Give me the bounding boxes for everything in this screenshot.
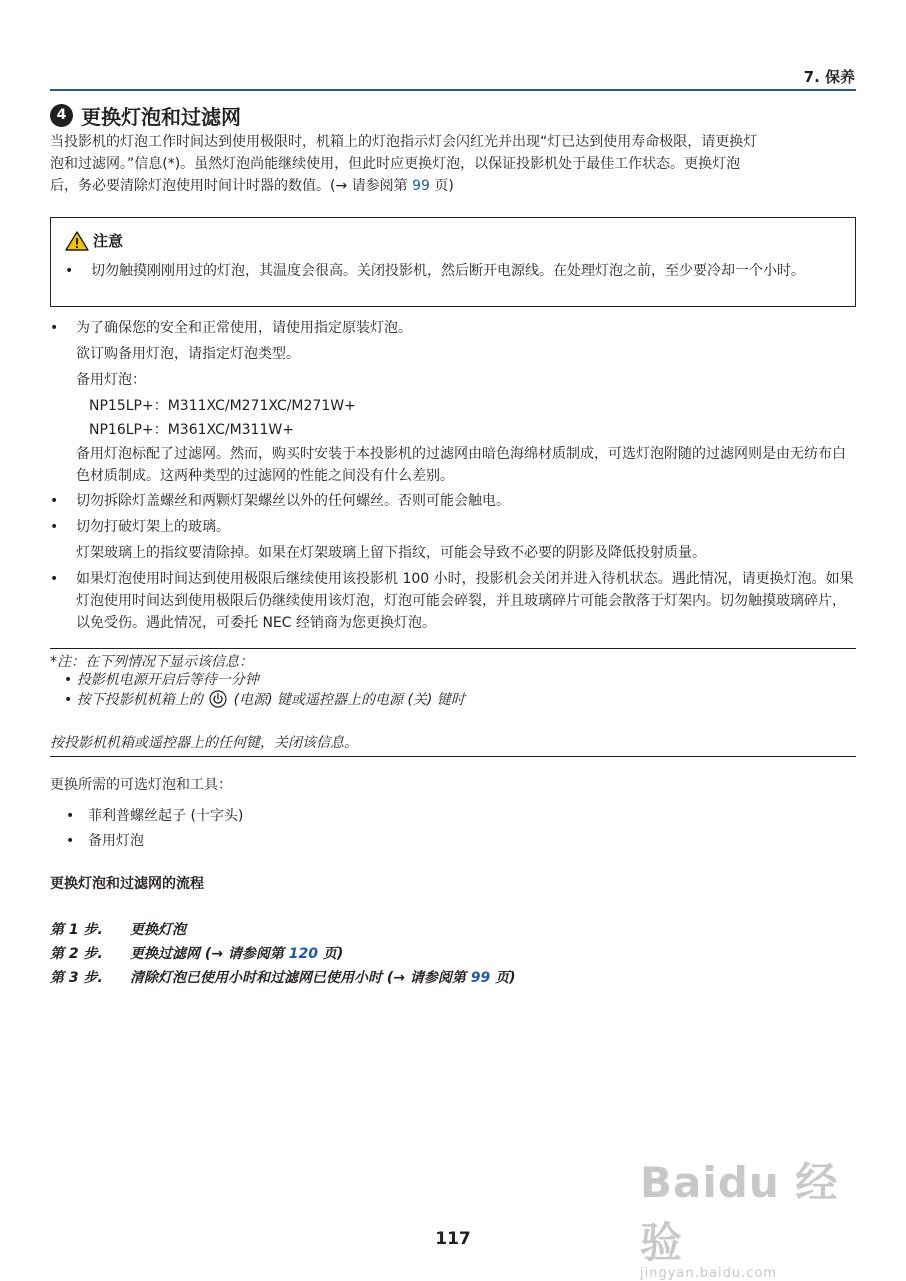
bullet-3: •: [50, 519, 59, 535]
intro-line-3-suffix: 页): [429, 178, 454, 194]
order-lamp-text: 欲订购备用灯泡，请指定灯泡类型。: [76, 346, 300, 362]
step-2-label: 第 2 步.: [50, 946, 103, 962]
list-item-screws: [50, 490, 858, 512]
lamp-model-2: NP16LP+：M361XC/M311W+: [89, 422, 294, 438]
list-item-genuine-lamp: [50, 317, 858, 339]
step-3-label: 第 3 步.: [50, 970, 103, 986]
page-link-99[interactable]: 99: [412, 178, 430, 194]
caution-heading: [65, 230, 123, 251]
page-link-120[interactable]: 120: [288, 946, 318, 962]
tool-item-screwdriver: [66, 805, 856, 827]
step-3: [50, 967, 516, 987]
tool-item-2-text: 备用灯泡: [88, 833, 144, 849]
watermark-logo: Baidu 经验: [640, 1158, 839, 1267]
caution-item: [65, 260, 845, 282]
bullet-4-text: 如果灯泡使用时间达到使用极限后继续使用该投影机 100 小时，投影机会关闭并进入待机状态。遇此情况，请更换灯泡。如果灯泡使用时间达到使用极限后仍继续使用该灯泡，灯泡可能会碎裂，并且玻璃碎片可能会散落于灯架内。切勿触摸玻璃碎片，以免受伤。遇此情况，可委托 NEC 经销商为您更换灯泡。: [76, 571, 854, 631]
warning-icon: [65, 231, 89, 251]
section-title-text: 更换灯泡和过滤网: [81, 105, 241, 129]
note-item-1: • 投影机电源开启后等待一分钟: [64, 672, 259, 688]
intro-line-2: 泡和过滤网。”信息(*)。虽然灯泡尚能继续使用，但此时应更换灯泡，以保证投影机处于最佳工作状态。更换灯泡: [50, 156, 741, 172]
tool-bullet-2: •: [66, 833, 75, 849]
flow-title: 更换灯泡和过滤网的流程: [50, 876, 204, 892]
intro-line-1: 当投影机的灯泡工作时间达到使用极限时，机箱上的灯泡指示灯会闪红光并出现“灯已达到使用寿命极限，请更换灯: [50, 134, 758, 150]
tool-item-1-text: 菲利普螺丝起子 (十字头): [88, 808, 244, 824]
power-icon: [209, 690, 227, 708]
watermark-url: jingyan.baidu.com: [640, 1266, 777, 1281]
step-2: [50, 943, 343, 963]
note-item-2-prefix: • 按下投影机机箱上的: [64, 692, 203, 708]
note-footer: 按投影机机箱或遥控器上的任何键，关闭该信息。: [50, 735, 358, 751]
chapter-header: 7. 保养: [803, 68, 855, 86]
page-link-99-step[interactable]: 99: [470, 970, 491, 986]
filter-description: 备用灯泡标配了过滤网。然而，购买时安装于本投影机的过滤网由暗色海绵材质制成，可选灯泡附随的过滤网则是由无纺布白色材质制成。这两种类型的过滤网的性能之间没有什么差别。: [76, 446, 846, 484]
tool-bullet-1: •: [66, 808, 75, 824]
step-3-text: 清除灯泡已使用小时和过滤网已使用小时 (→ 请参阅第: [130, 970, 471, 986]
step-2-suffix: 页): [318, 946, 344, 962]
header-rule: [50, 89, 856, 91]
note-title: *注：在下列情况下显示该信息：: [50, 654, 253, 670]
step-2-text: 更换过滤网 (→ 请参阅第: [130, 946, 289, 962]
tool-item-lamp: [66, 830, 856, 852]
note-item-2: [64, 689, 465, 711]
bullet-1-text: 为了确保您的安全和正常使用，请使用指定原装灯泡。: [76, 320, 412, 336]
section-number-badge: 4: [50, 104, 73, 127]
list-item-glass: [50, 516, 858, 538]
caution-box: [50, 217, 856, 307]
caution-text: 切勿触摸刚刚用过的灯泡，其温度会很高。关闭投影机，然后断开电源线。在处理灯泡之前，至少要冷却一个小时。: [91, 263, 805, 279]
bullet-1: •: [50, 320, 59, 336]
bullet-2-text: 切勿拆除灯盖螺丝和两颗灯架螺丝以外的任何螺丝。否则可能会触电。: [76, 493, 510, 509]
caution-bullet: •: [65, 263, 74, 279]
bullet-2: •: [50, 493, 59, 509]
note-rule-bottom: [50, 756, 856, 757]
spare-lamp-label: 备用灯泡：: [76, 372, 146, 388]
bullet-3-text: 切勿打破灯架上的玻璃。: [76, 519, 230, 535]
lamp-model-1: NP15LP+：M311XC/M271XC/M271W+: [89, 398, 356, 414]
fingerprint-text: 灯架玻璃上的指纹要清除掉。如果在灯架玻璃上留下指纹，可能会导致不必要的阴影及降低投射质量。: [76, 545, 706, 561]
intro-line-3: [50, 175, 858, 197]
section-title: [50, 101, 241, 130]
page-number: 117: [435, 1229, 471, 1249]
intro-line-3-prefix: 后，务必要清除灯泡使用时间计时器的数值。(→ 请参阅第: [50, 178, 413, 194]
bullet-4: •: [50, 571, 59, 587]
caution-title: 注意: [93, 232, 124, 250]
list-item-lamp-hours: [50, 568, 858, 634]
note-item-2-suffix: (电源) 键或遥控器上的电源 (关) 键时: [233, 692, 465, 708]
step-1-label: 第 1 步.: [50, 922, 103, 938]
step-1: [50, 919, 186, 939]
note-rule-top: [50, 648, 856, 649]
tools-intro: 更换所需的可选灯泡和工具：: [50, 777, 232, 793]
step-3-suffix: 页): [490, 970, 516, 986]
step-1-text: 更换灯泡: [130, 922, 186, 938]
